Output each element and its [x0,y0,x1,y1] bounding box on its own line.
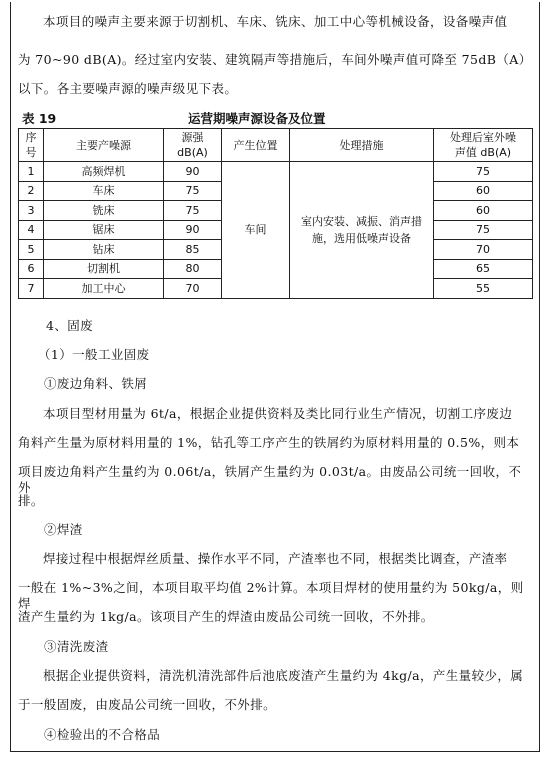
cell-index: 1 [19,162,44,182]
cell-level: 90 [164,220,222,240]
item3-line-1: 根据企业提供资料，清洗机清洗部件后池底废渣产生量约为 4kg/a，产生量较少，属 [43,668,524,683]
item-heading-rejected-products: ④检验出的不合格品 [44,727,161,742]
intro-line-3: 以下。各主要噪声源的噪声级见下表。 [18,81,238,96]
table-title: 运营期噪声源设备及位置 [188,111,326,126]
cell-location: 车间 [222,162,290,299]
item2-line-3: 渣产生量约为 1kg/a。该项目产生的焊渣由废品公司统一回收，不外排。 [18,609,434,624]
cell-after: 70 [434,240,533,260]
cell-level: 75 [164,181,222,201]
cell-index: 2 [19,181,44,201]
section-heading-solid-waste: 4、固废 [46,318,94,333]
cell-source: 切割机 [44,259,164,279]
cell-source: 高频焊机 [44,162,164,182]
item1-line-2: 角料产生量为原材料用量的 1%，钻孔等工序产生的铁屑约为原材料用量的 0.5%，则本 [18,435,520,450]
cell-level: 80 [164,259,222,279]
item2-line-2: 一般在 1%~3%之间，本项目取平均值 2%计算。本项目焊材的使用量约为 50kg/a，则焊 [18,580,524,611]
item2-line-1: 焊接过程中根据焊丝质量、操作水平不同，产渣率也不同，根据类比调查，产渣率 [43,551,508,566]
cell-measure: 室内安装、减振、消声措 施，选用低噪声设备 [290,162,434,299]
cell-after: 75 [434,220,533,240]
cell-level: 90 [164,162,222,182]
cell-source: 车床 [44,181,164,201]
cell-index: 3 [19,201,44,221]
header-after: 处理后室外噪 声值 dB(A) [434,129,533,162]
item-heading-cleaning-residue: ③清洗废渣 [44,639,109,654]
cell-after: 65 [434,259,533,279]
cell-source: 锯床 [44,220,164,240]
item-heading-welding-slag: ②焊渣 [44,522,83,537]
item1-line-4: 排。 [18,493,44,508]
intro-line-2: 为 70~90 dB(A)。经过室内安装、建筑隔声等措施后，车间外噪声值可降至 75dB（A） [18,52,532,67]
intro-line-1: 本项目的噪声主要来源于切割机、车床、铣床、加工中心等机械设备，设备噪声值 [43,14,508,29]
subsection-heading-general-waste: （1）一般工业固废 [38,347,150,362]
cell-index: 7 [19,279,44,299]
header-measure: 处理措施 [290,129,434,162]
cell-source: 钻床 [44,240,164,260]
cell-index: 4 [19,220,44,240]
header-index: 序 号 [19,129,44,162]
table-number: 表 19 [22,111,57,126]
noise-source-table [18,128,533,299]
item1-line-3: 项目废边角料产生量约为 0.06t/a，铁屑产生量约为 0.03t/a。由废品公司统一回收，不外 [18,464,522,495]
table-header-row [19,129,533,162]
cell-after: 55 [434,279,533,299]
cell-level: 75 [164,201,222,221]
cell-after: 75 [434,162,533,182]
header-location: 产生位置 [222,129,290,162]
cell-index: 5 [19,240,44,260]
table-row [19,162,533,182]
cell-source: 铣床 [44,201,164,221]
item1-line-1: 本项目型材用量为 6t/a，根据企业提供资料及类比同行业生产情况，切割工序废边 [43,406,513,421]
item-heading-scrap: ①废边角料、铁屑 [44,376,148,391]
cell-source: 加工中心 [44,279,164,299]
cell-level: 85 [164,240,222,260]
header-source: 主要产噪源 [44,129,164,162]
cell-level: 70 [164,279,222,299]
cell-after: 60 [434,181,533,201]
header-level: 源强 dB(A) [164,129,222,162]
table-caption [18,109,528,125]
cell-index: 6 [19,259,44,279]
item3-line-2: 于一般固废，由废品公司统一回收，不外排。 [18,697,277,712]
cell-after: 60 [434,201,533,221]
